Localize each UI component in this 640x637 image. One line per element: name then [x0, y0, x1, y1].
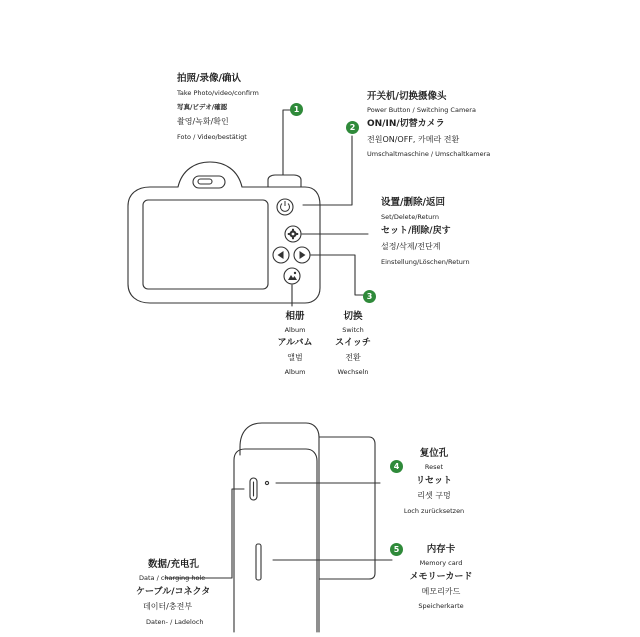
callout-number-2: 2	[346, 121, 359, 134]
power-de: Umschaltmaschine / Umschaltkamera	[367, 150, 491, 158]
power-icon	[281, 201, 290, 211]
switch-zh: 切换	[343, 311, 363, 322]
settings-en: Set/Delete/Return	[381, 213, 439, 221]
gear-icon	[288, 229, 298, 239]
gallery-icon	[288, 272, 297, 280]
switch-ja: スイッチ	[335, 338, 371, 348]
album-zh: 相册	[285, 311, 305, 322]
take-photo-ko: 촬영/녹화/확인	[177, 117, 229, 126]
album-ja: アルバム	[277, 338, 313, 348]
album-de: Album	[284, 368, 306, 376]
album-button	[284, 268, 300, 284]
data-ko: 데이터/충전부	[143, 602, 193, 611]
album-en: Album	[284, 326, 306, 334]
take-photo-de: Foto / Video/bestätigt	[177, 133, 247, 141]
reset-ja: リセット	[416, 476, 452, 486]
triangle-right-icon	[300, 251, 306, 259]
triangle-left-icon	[278, 251, 284, 259]
camera-side-panel	[319, 437, 375, 579]
callout-number-4: 4	[390, 460, 403, 473]
callout-number-3: 3	[363, 290, 376, 303]
shutter-button	[268, 175, 301, 187]
settings-zh: 设置/删除/返回	[381, 197, 445, 208]
reset-de: Loch zurücksetzen	[403, 507, 465, 515]
data-zh: 数据/充电孔	[148, 559, 199, 570]
take-photo-en: Take Photo/video/confirm	[177, 89, 259, 97]
memory-card-slot	[256, 544, 261, 580]
power-ko: 전원ON/OFF, 카메라 전환	[367, 135, 460, 144]
memory-zh: 内存卡	[426, 544, 456, 555]
callout-number-1: 1	[290, 103, 303, 116]
memory-ko: 메모리카드	[421, 587, 461, 596]
settings-de: Einstellung/Löschen/Return	[381, 258, 470, 266]
callout-number-5: 5	[390, 543, 403, 556]
album-ko: 앨범	[287, 353, 303, 362]
switch-ko: 전환	[345, 353, 361, 362]
camera-screen	[143, 200, 268, 289]
data-de: Daten- / Ladeloch	[146, 618, 204, 626]
reset-ko: 리셋 구멍	[417, 491, 451, 500]
take-photo-ja: 写真/ビデオ/確認	[177, 103, 228, 111]
camera-side-front	[234, 449, 317, 632]
power-zh: 开关机/切换摄像头	[367, 91, 447, 102]
reset-en: Reset	[424, 463, 444, 471]
data-en: Data / charging hole	[139, 574, 206, 582]
data-ja: ケーブル/コネクタ	[136, 587, 211, 597]
power-en: Power Button / Switching Camera	[367, 106, 476, 114]
memory-de: Speicherkarte	[418, 602, 464, 610]
camera-side-body	[240, 423, 319, 632]
switch-de: Wechseln	[337, 368, 369, 376]
switch-en: Switch	[342, 326, 364, 334]
power-ja: ON/IN/切替カメラ	[367, 119, 445, 129]
memory-ja: メモリーカード	[409, 572, 473, 582]
take-photo-zh: 拍照/录像/确认	[177, 73, 241, 84]
memory-en: Memory card	[419, 559, 463, 567]
reset-hole	[265, 481, 268, 484]
settings-ko: 설정/삭제/전단계	[381, 242, 441, 251]
settings-ja: セット/削除/戻す	[381, 226, 451, 236]
reset-zh: 复位孔	[419, 448, 449, 459]
